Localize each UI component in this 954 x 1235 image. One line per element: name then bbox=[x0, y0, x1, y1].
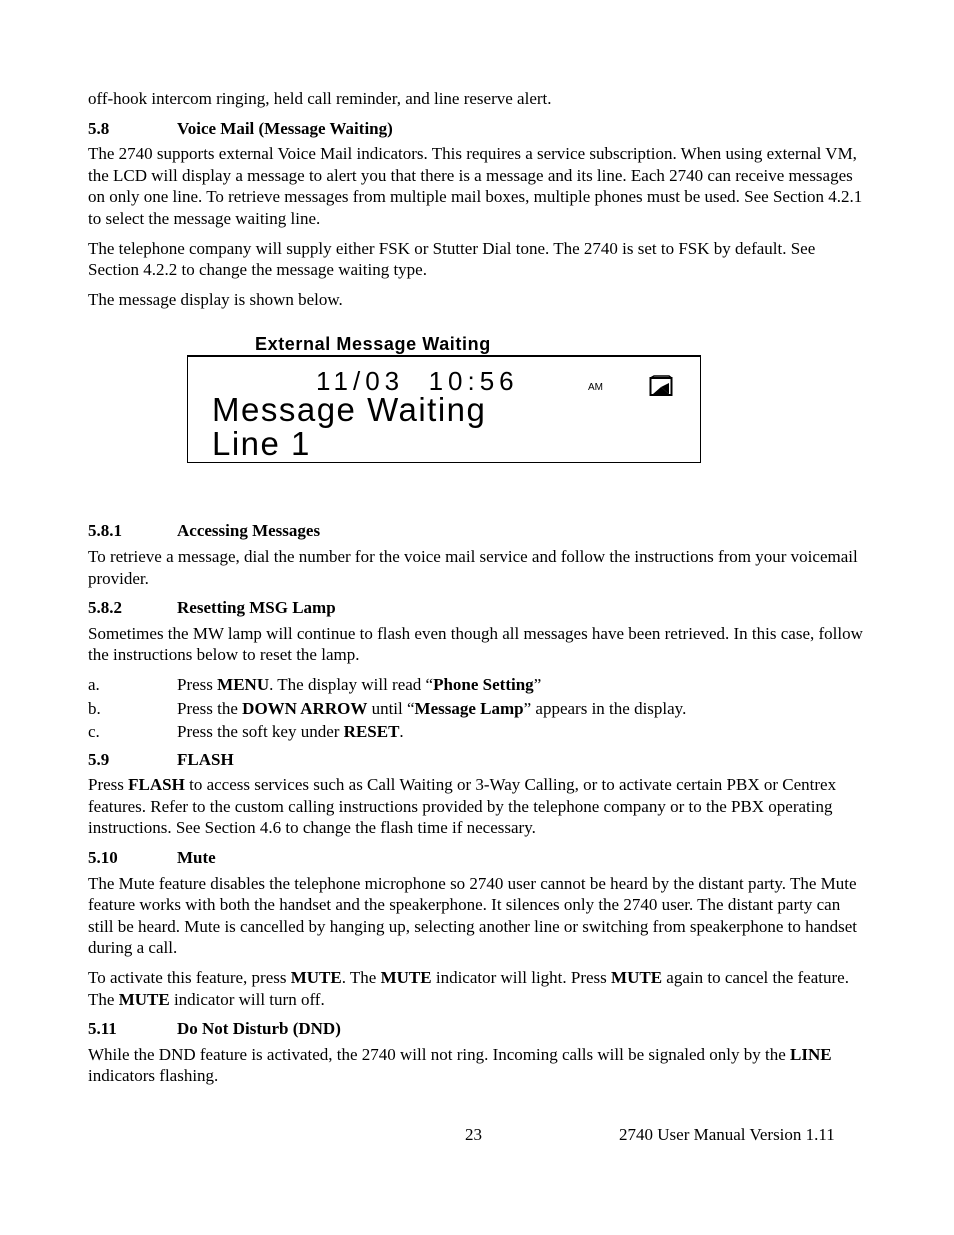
section-5-11-heading bbox=[88, 1018, 868, 1040]
section-5-9-heading bbox=[88, 749, 868, 771]
footer-title: 2740 User Manual Version 1.11 bbox=[619, 1125, 835, 1144]
resetting-lamp-paragraph: Sometimes the MW lamp will continue to flash even though all messages have been retrieved. In this case, follow the instructions below to reset the lamp. bbox=[88, 623, 863, 665]
mute-paragraph-2: To activate this feature, press MUTE. The MUTE indicator will light. Press MUTE again to cancel the feature. The MUTE indicator will turn off. bbox=[88, 968, 849, 1009]
voice-mail-paragraph-3: The message display is shown below. bbox=[88, 289, 343, 309]
section-title: Accessing Messages bbox=[177, 521, 321, 541]
step-a bbox=[88, 674, 868, 696]
lcd-date-time: 11/03 10:56 bbox=[316, 366, 519, 397]
lcd-line-1: Message Waiting bbox=[212, 391, 487, 429]
step-marker: b. bbox=[88, 698, 101, 718]
section-5-8-heading bbox=[88, 118, 868, 140]
voice-mail-paragraph-2: The telephone company will supply either FSK or Stutter Dial tone. The 2740 is set to FSK by default. See Section 4.2.2 to change the message waiting type. bbox=[88, 238, 816, 280]
accessing-messages-paragraph: To retrieve a message, dial the number for the voice mail service and follow the instructions from your voicemail provider. bbox=[88, 546, 858, 588]
intro-line: off-hook intercom ringing, held call reminder, and line reserve alert. bbox=[88, 89, 552, 108]
section-number: 5.11 bbox=[88, 1019, 117, 1039]
step-text: Press the DOWN ARROW until “Message Lamp” appears in the display. bbox=[177, 698, 687, 718]
section-number: 5.8.2 bbox=[88, 598, 122, 618]
section-number: 5.10 bbox=[88, 848, 118, 868]
step-text: Press the soft key under RESET. bbox=[177, 722, 404, 742]
section-5-10-heading bbox=[88, 847, 868, 869]
step-b bbox=[88, 698, 868, 720]
section-title: Resetting MSG Lamp bbox=[177, 598, 336, 618]
lcd-ampm: AM bbox=[588, 382, 603, 394]
lcd-line-2: Line 1 bbox=[212, 425, 311, 463]
section-number: 5.8 bbox=[88, 118, 110, 138]
lcd-display bbox=[187, 355, 701, 463]
section-number: 5.9 bbox=[88, 749, 110, 769]
section-title: Mute bbox=[177, 848, 216, 868]
step-marker: c. bbox=[88, 722, 100, 742]
section-5-8-1-heading bbox=[88, 520, 868, 542]
lcd-figure bbox=[88, 332, 868, 490]
page-number: 23 bbox=[465, 1125, 482, 1144]
envelope-icon bbox=[649, 375, 673, 403]
flash-paragraph: Press FLASH to access services such as Call Waiting or 3-Way Calling, or to activate certain PBX or Centrex features. Refer to the custom calling instructions provided by the telephone company or to the PBX operating instructions. See Section 4.6 to change the flash time if necessary. bbox=[88, 775, 837, 838]
section-number: 5.8.1 bbox=[88, 521, 122, 541]
section-title: Voice Mail (Message Waiting) bbox=[177, 118, 393, 138]
step-text: Press MENU. The display will read “Phone Setting” bbox=[177, 674, 542, 694]
dnd-paragraph: While the DND feature is activated, the 2740 will not ring. Incoming calls will be signaled only by the LINE indicators flashing. bbox=[88, 1044, 832, 1086]
section-title: Do Not Disturb (DND) bbox=[177, 1019, 341, 1039]
lcd-caption: External Message Waiting bbox=[255, 334, 491, 355]
section-5-8-2-heading bbox=[88, 597, 868, 619]
step-c bbox=[88, 721, 868, 743]
step-marker: a. bbox=[88, 674, 100, 694]
manual-page bbox=[88, 88, 868, 1095]
section-title: FLASH bbox=[177, 749, 234, 769]
voice-mail-paragraph-1: The 2740 supports external Voice Mail indicators. This requires a service subscription. When using external VM, the LCD will display a message to alert you that there is a message and its line. Each 2740 can receive messages on only one line. To retrieve messages from multiple mail boxes, multiple phones must be used. See Section 4.2.1 to select the message waiting line. bbox=[88, 144, 863, 228]
mute-paragraph-1: The Mute feature disables the telephone microphone so 2740 user cannot be heard by the distant party. The Mute feature works with both the handset and the speakerphone. It silences only the 2740 user. The distant party can still be heard. Mute is cancelled by hanging up, selecting another line or switching from speakerphone to handset during a call. bbox=[88, 873, 858, 958]
